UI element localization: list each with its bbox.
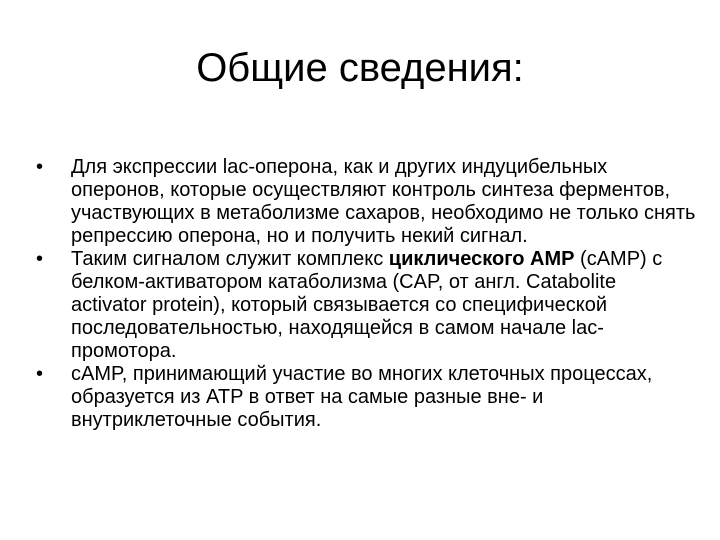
bullet-dot-icon: • (36, 363, 44, 385)
bullet-text-start: Таким сигналом служит комплекс (71, 248, 389, 270)
bullet-dot-icon: • (36, 248, 44, 270)
bullet-text: cAMP, принимающий участие во многих клеточных процессах, образуется из ATP в ответ на самые разные вне- и внутриклеточные события. (71, 363, 653, 431)
bullet-item-1 (36, 156, 696, 248)
bullet-item-3 (36, 363, 696, 432)
bullet-list (36, 156, 696, 432)
bullet-item-2 (36, 248, 696, 363)
slide-title: Общие сведения: (196, 46, 524, 90)
bullet-bold-term: циклического АМР (388, 248, 575, 270)
bullet-text: Для экспрессии lac-оперона, как и других индуцибельных оперонов, которые осуществляют контроль синтеза ферментов, участвующих в метаболизме сахаров, необходимо не только снять репрессию оперона, но и получить некий сигнал. (71, 156, 696, 247)
bullet-text-end: (cAMP) с белком-активатором катаболизма (CAP, от англ. Catabolite activator protein), который связывается со специфической последовательностью, находящейся в самом начале lac-промотора. (71, 248, 663, 362)
bullet-dot-icon: • (36, 156, 44, 178)
